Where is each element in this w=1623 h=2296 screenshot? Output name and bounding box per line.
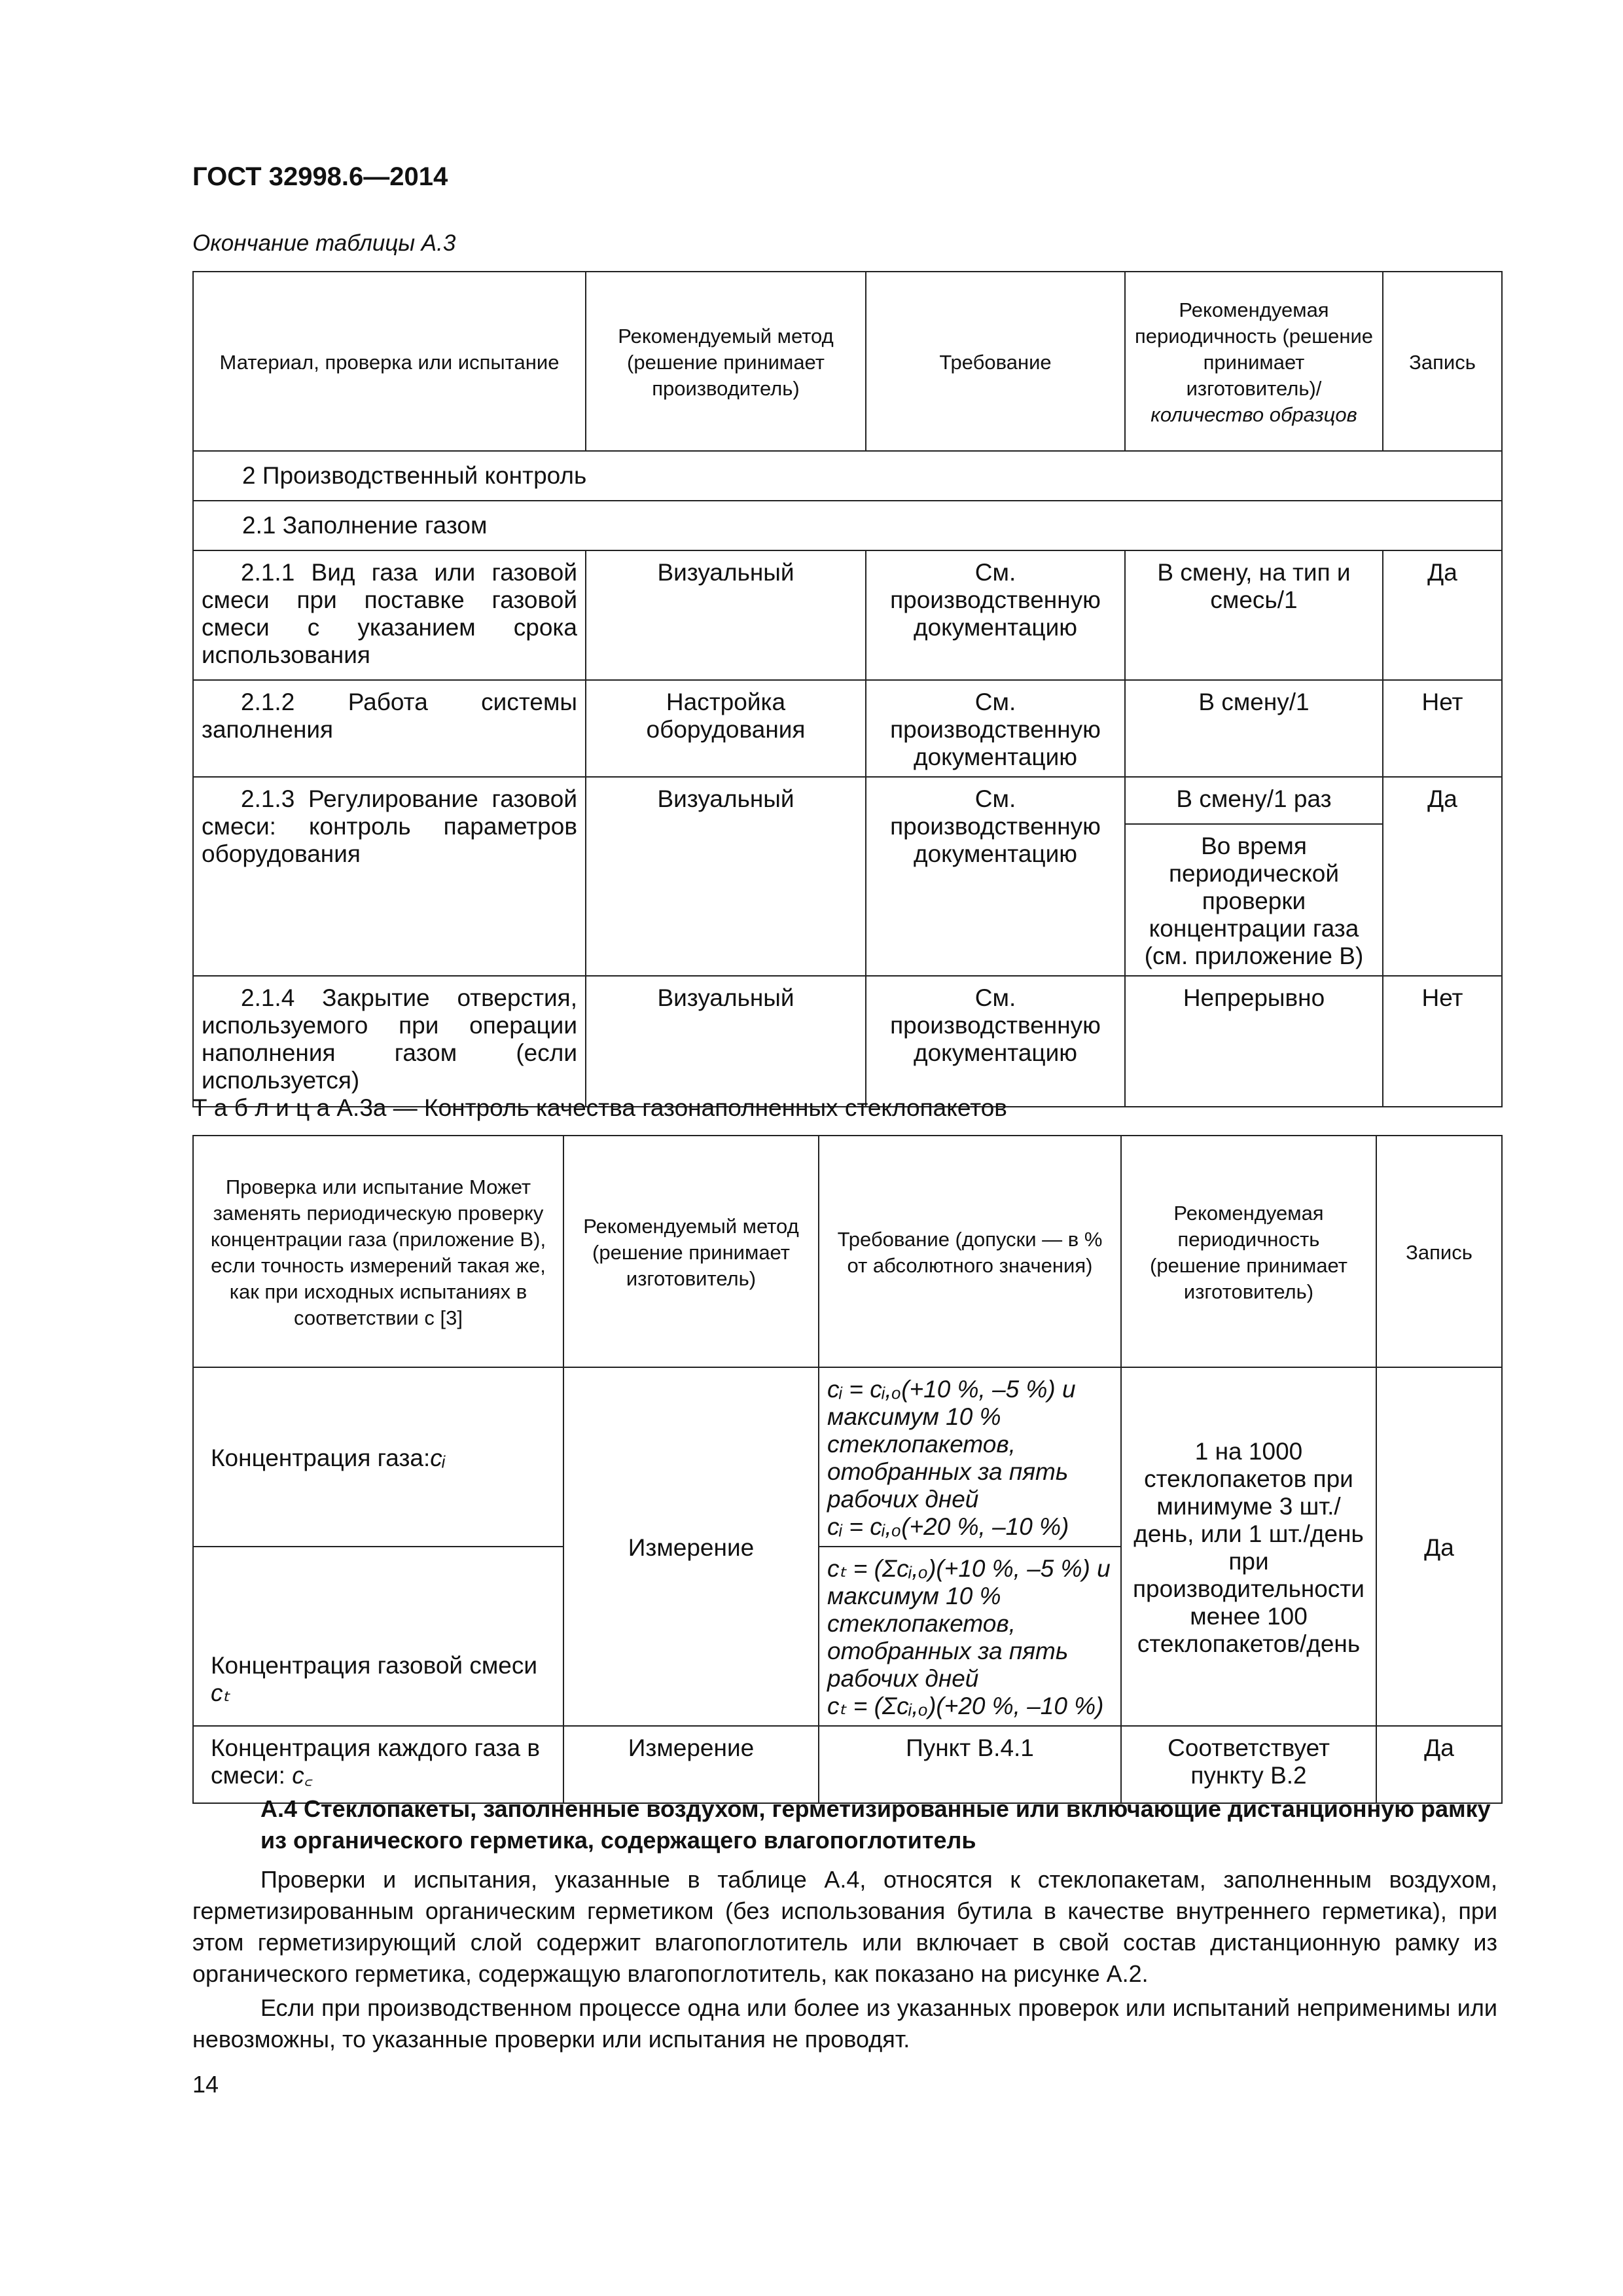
header-check: Проверка или испытание Может заменять периодическую проверку концентрации газа (приложение В), если точность измерений такая же, как при исходных испытаниях в соответствии с [3] [193,1136,563,1367]
table-caption-prefix: Т а б л и ц а А.3а [192,1094,387,1121]
subsection-row [193,501,1502,550]
requirement-text: Пункт В.4.1 [906,1734,1034,1761]
requirement-text: См. производственную документацию [890,559,1101,641]
header-requirement: Требование (допуски — в % от абсолютного значения) [819,1136,1121,1367]
item-text: 2.1.4 Закрытие отверстия, используемого при операции наполнения газом (если используется) [202,984,577,1094]
requirement-text: См. производственную документацию [890,785,1101,867]
table-row [193,777,1502,976]
table-caption-text: — Контроль качества газонаполненных стеклопакетов [386,1094,1007,1121]
periodicity-text: 1 на 1000 стеклопакетов при минимуме 3 шт./день, или 1 шт./день при производительности менее 100 стеклопакетов/день [1133,1438,1364,1657]
item-text: 2.1.2 Работа системы заполнения [202,689,577,743]
record-text: Да [1427,559,1457,586]
header-method: Рекомендуемый метод (решение принимает изготовитель) [563,1136,819,1367]
requirement-text-secondary: cₜ = (Σcᵢ,ₒ)(+20 %, –10 %) [827,1693,1104,1719]
header-record: Запись [1376,1136,1502,1367]
record-text: Нет [1421,984,1463,1011]
requirement-text-secondary: cᵢ = cᵢ,ₒ(+20 %, –10 %) [827,1513,1069,1540]
requirement-text: cᵢ = cᵢ,ₒ(+10 %, –5 %) и максимум 10 % стеклопакетов, отобранных за пять рабочих дней [827,1376,1076,1513]
row-symbol: cₜ [211,1679,230,1706]
periodicity-text: Непрерывно [1183,984,1325,1011]
periodicity-text: Рекомендуемая периодичность (решение принимает изготовитель)/ [1134,298,1374,400]
item-text: 2.1.1 Вид газа или газовой смеси при поставке газовой смеси с указанием срока использования [202,559,577,668]
row-symbol: cᵢ [430,1444,446,1471]
table-row [193,1367,1502,1547]
table-row [193,976,1502,1107]
table-row [193,550,1502,680]
section-a4-paragraph-2: Если при производственном процессе одна или более из указанных проверок или испытаний неприменимы или невозможны, то указанные проверки или испытания не проводят. [192,1994,1497,2053]
method-text: Визуальный [657,559,794,586]
record-text: Да [1424,1734,1454,1761]
section-a4-paragraph-1: Проверки и испытания, указанные в таблице А.4, относятся к стеклопакетам, заполненным воздухом, герметизированным органическим герметиком (без использования бутила в качестве внутреннего герметика), при этом герметизирующий слой содержит влагопоглотитель или включает в свой состав дистанционную рамку из органического герметика, содержащую влагопоглотитель, как показано на рисунке А.2. [192,1866,1497,1987]
document-id: ГОСТ 32998.6—2014 [192,162,448,191]
row-label: Концентрация газовой смеси [211,1652,538,1679]
section-row [193,451,1502,501]
item-text: 2.1.3 Регулирование газовой смеси: контроль параметров оборудования [202,785,577,867]
requirement-text: См. производственную документацию [890,689,1101,770]
row-label: Концентрация каждого газа в смеси: [211,1734,540,1789]
method-text: Визуальный [657,785,794,812]
section-a4-title: А.4 Стеклопакеты, заполненные воздухом, герметизированные или включающие дистанционную рамку из органического герметика, содержащего влагопоглотитель [260,1795,1491,1854]
row-label: Концентрация газа: [211,1444,431,1471]
requirement-text: cₜ = (Σcᵢ,ₒ)(+10 %, –5 %) и максимум 10 % стеклопакетов, отобранных за пять рабочих дней [827,1555,1111,1692]
table-caption [192,1094,1007,1122]
requirement-text: См. производственную документацию [890,984,1101,1066]
table-continuation-label: Окончание таблицы А.3 [192,230,456,256]
method-text: Настройка оборудования [646,689,806,743]
header-method: Рекомендуемый метод (решение принимает производитель) [586,272,866,451]
periodicity-text: В смену, на тип и смесь/1 [1157,559,1351,613]
table-a3 [192,271,1503,1107]
periodicity-text: В смену/1 раз [1126,778,1382,825]
header-periodicity [1125,272,1383,451]
header-requirement: Требование [866,272,1125,451]
page-number: 14 [192,2071,219,2098]
header-record: Запись [1383,272,1502,451]
row-symbol: c꜀ [292,1762,313,1789]
record-text: Нет [1421,689,1463,715]
record-text: Да [1424,1534,1454,1561]
table-a3a [192,1135,1503,1804]
header-periodicity: Рекомендуемая периодичность (решение принимает изготовитель) [1121,1136,1376,1367]
table-row [193,680,1502,777]
subsection-label: 2.1 Заполнение газом [242,512,488,539]
periodicity-text: Соответствует пункту В.2 [1168,1734,1330,1789]
table-header-row [193,1136,1502,1367]
section-label: 2 Производственный контроль [242,462,587,489]
periodicity-extra-text: Во время периодической проверки концентрации газа (см. приложение В) [1144,833,1364,969]
periodicity-text: В смену/1 [1198,689,1310,715]
record-text: Да [1427,785,1457,812]
method-text: Измерение [628,1734,755,1761]
method-text: Измерение [628,1534,755,1561]
method-text: Визуальный [657,984,794,1011]
table-header-row [193,272,1502,451]
table-row [193,1726,1502,1803]
periodicity-count-text: количество образцов [1150,403,1357,426]
header-material: Материал, проверка или испытание [193,272,586,451]
